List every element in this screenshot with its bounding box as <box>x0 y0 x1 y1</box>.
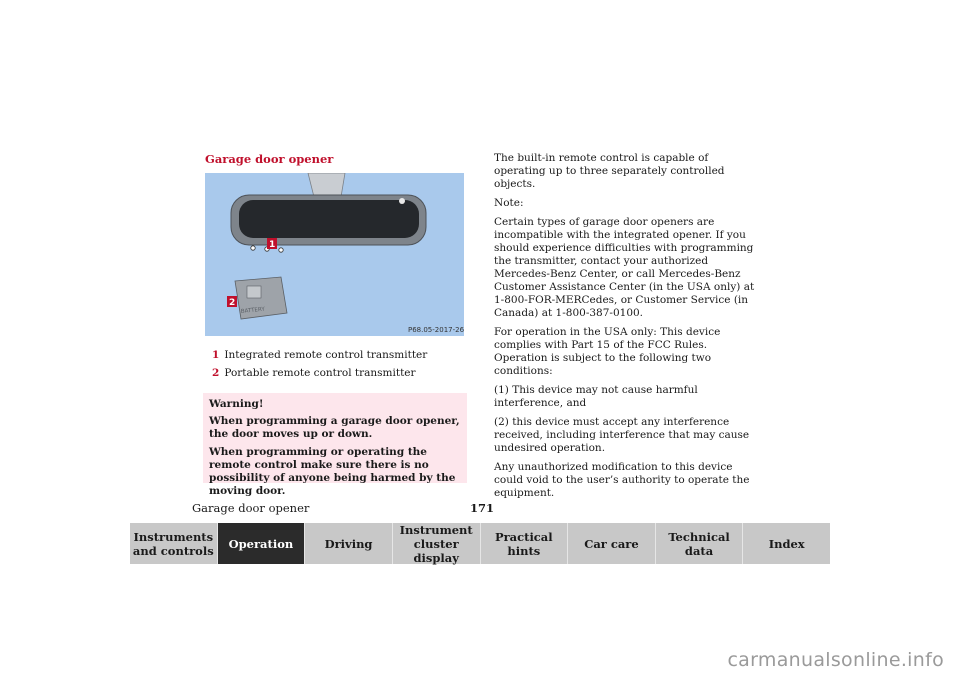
paragraph: (1) This device may not cause harmful interference, and <box>494 384 698 409</box>
mirror-mount <box>308 173 345 197</box>
callout-1: 1 <box>269 240 276 250</box>
tab-index[interactable]: Index <box>743 523 830 564</box>
section-title: Garage door opener <box>205 152 334 166</box>
watermark: carmanualsonline.info <box>727 649 944 671</box>
mirror-illustration <box>205 173 464 336</box>
footer-section-title: Garage door opener <box>192 501 310 515</box>
legend-text: Integrated remote control transmitter <box>224 349 428 361</box>
mirror-button <box>279 248 283 252</box>
legend-item <box>212 367 416 379</box>
warning-text: When programming a garage door opener, the door moves up or down. <box>209 415 460 440</box>
tab-instrument-cluster-display[interactable]: Instrument cluster display <box>393 523 481 564</box>
tab-instruments-and-controls[interactable]: Instruments and controls <box>130 523 218 564</box>
paragraph: (2) this device must accept any interference received, including interference that may cause undesired operation. <box>494 416 750 454</box>
mirror-sensor <box>399 198 405 204</box>
warning-box <box>203 393 467 497</box>
page-number: 171 <box>470 501 495 515</box>
chapter-nav <box>130 523 830 564</box>
mirror-button <box>251 246 255 250</box>
transmitter-label: BATTERY <box>240 306 266 315</box>
tab-practical-hints[interactable]: Practical hints <box>481 523 569 564</box>
warning-text: When programming or operating the remote control make sure there is no possibility of anyone being harmed by the moving door. <box>209 446 456 497</box>
mirror-glass <box>239 200 419 238</box>
legend-text: Portable remote control transmitter <box>224 367 416 379</box>
paragraph: Any unauthorized modification to this device could void to the user’s authority to operate the equipment. <box>494 461 750 499</box>
paragraph: For operation in the USA only: This device complies with Part 15 of the FCC Rules. Operation is subject to the following two conditions: <box>494 326 721 377</box>
body-text <box>494 152 762 506</box>
paragraph: Certain types of garage door openers are incompatible with the integrated opener. If you should experience difficulties with programming the transmitter, contact your authorized Mercedes-Benz Center, or call Mercedes-Benz Customer Assistance Center (in the USA only) at 1-800-FOR-MERCedes, or Customer Service (in Canada) at 1-800-387-0100. <box>494 216 755 319</box>
callout-2: 2 <box>229 298 236 308</box>
tab-driving[interactable]: Driving <box>305 523 393 564</box>
paragraph: The built-in remote control is capable of operating up to three separately controlled objects. <box>494 152 725 190</box>
tab-car-care[interactable]: Car care <box>568 523 656 564</box>
tab-operation[interactable]: Operation <box>218 523 306 564</box>
legend-number: 2 <box>212 367 220 379</box>
legend-number: 1 <box>212 349 220 361</box>
figure-code: P68.05-2017-26 <box>408 326 464 334</box>
legend-item <box>212 349 427 361</box>
note-label: Note: <box>494 197 524 209</box>
transmitter-button <box>247 286 261 298</box>
warning-title: Warning! <box>209 398 264 410</box>
tab-technical-data[interactable]: Technical data <box>656 523 744 564</box>
